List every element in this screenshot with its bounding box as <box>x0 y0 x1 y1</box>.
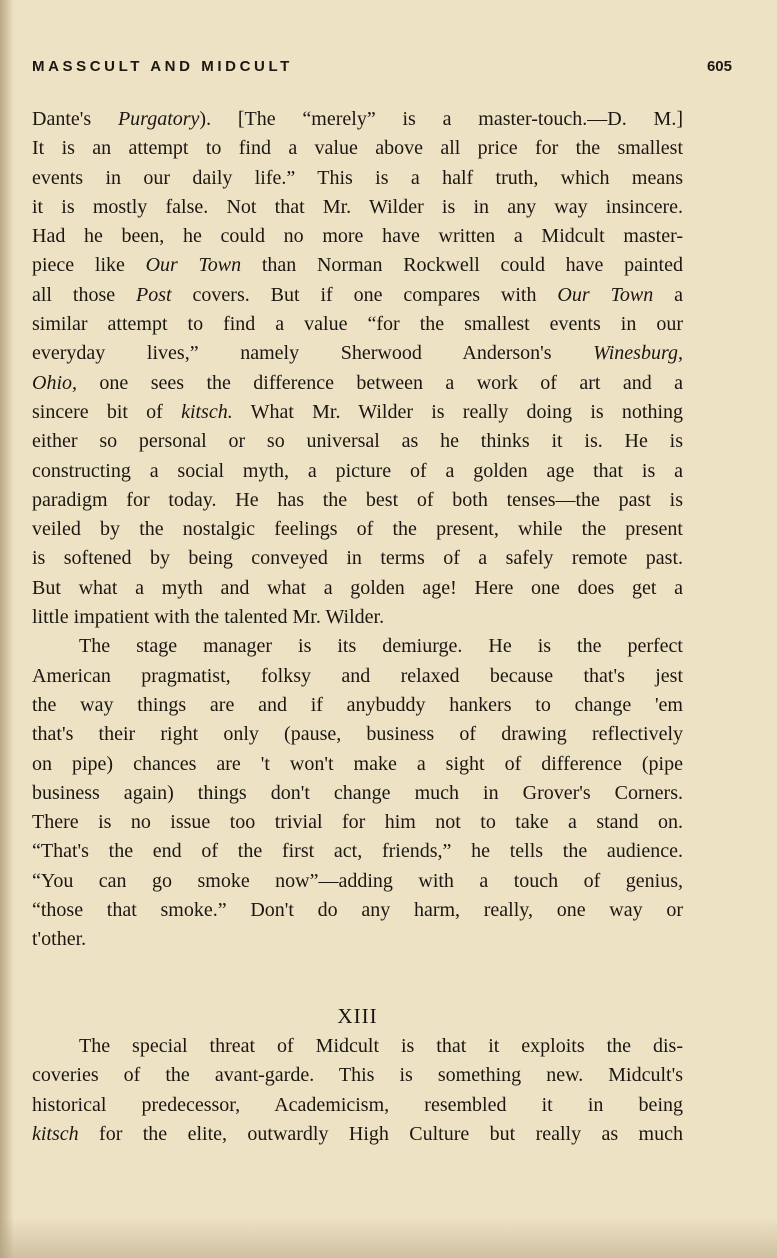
running-head <box>32 58 732 82</box>
italic-title: kitsch. <box>181 400 233 423</box>
text-line <box>32 691 683 720</box>
text-line <box>32 662 683 691</box>
text-line <box>32 808 683 837</box>
text-line <box>32 486 683 515</box>
text-run: is softened by being conveyed in terms of a safely remote past. <box>32 547 683 570</box>
page-bottom-shadow <box>0 1218 777 1258</box>
text-line <box>32 750 683 779</box>
text-line <box>32 632 683 661</box>
text-run: “those that smoke.” Don't do any harm, really, one way or <box>32 899 683 922</box>
text-line <box>32 544 683 573</box>
text-run: But what a myth and what a golden age! Here one does get a <box>32 576 683 599</box>
text-line <box>32 1032 683 1061</box>
text-run: ). [The “merely” is a master-touch.—D. M.] <box>199 108 683 130</box>
text-line <box>32 339 683 368</box>
text-line <box>32 925 683 954</box>
text-run: There is no issue too trivial for him not to take a stand on. <box>32 811 683 834</box>
text-line <box>32 837 683 866</box>
text-run: t'other. <box>32 928 87 951</box>
text-line <box>32 310 683 339</box>
italic-title: Ohio, <box>32 371 77 394</box>
text-line <box>32 779 683 808</box>
text-run: constructing a social myth, a picture of a golden age that is a <box>32 459 683 482</box>
text-run: covers. But if one compares with <box>171 283 558 306</box>
text-line <box>32 574 683 603</box>
text-run: that's their right only (pause, business of drawing reflectively <box>32 723 683 746</box>
text-run: Dante's <box>32 108 118 130</box>
text-run: The stage manager is its demiurge. He is the perfect <box>79 635 683 658</box>
text-line <box>32 398 683 427</box>
text-line <box>32 515 683 544</box>
running-head-title: MASSCULT AND MIDCULT <box>32 58 293 75</box>
text-run: than Norman Rockwell could have painted <box>241 254 683 277</box>
text-line <box>32 896 683 925</box>
text-run: it is mostly false. Not that Mr. Wilder is in any way insincere. <box>32 195 683 218</box>
italic-title: Post <box>136 283 172 306</box>
text-line <box>32 427 683 456</box>
italic-title: kitsch <box>32 1122 79 1145</box>
text-run: a <box>653 283 683 306</box>
text-run: events in our daily life.” This is a half truth, which means <box>32 166 683 189</box>
text-run: sincere bit of <box>32 400 182 423</box>
text-run: coveries of the avant-garde. This is something new. Midcult's <box>32 1064 683 1087</box>
text-run: on pipe) chances are 't won't make a sight of difference (pipe <box>32 752 683 775</box>
text-line <box>32 251 683 280</box>
text-line <box>32 867 683 896</box>
text-line <box>32 222 683 251</box>
text-line <box>32 457 683 486</box>
text-line <box>32 105 683 134</box>
text-run: business again) things don't change much in Grover's Corners. <box>32 781 683 804</box>
text-line <box>32 720 683 749</box>
page-number: 605 <box>706 58 732 75</box>
text-run: What Mr. Wilder is really doing is nothing <box>232 400 683 423</box>
text-run: It is an attempt to find a value above all price for the smallest <box>32 137 683 160</box>
text-run: one sees the difference between a work of art and a <box>77 371 683 394</box>
text-run: paradigm for today. He has the best of both tenses—the past is <box>32 488 683 511</box>
text-run: piece like <box>32 254 146 277</box>
text-run: “You can go smoke now”—adding with a touch of genius, <box>32 869 683 892</box>
text-line <box>32 281 683 310</box>
text-line <box>32 164 683 193</box>
text-run: for the elite, outwardly High Culture but really as much <box>78 1122 683 1145</box>
text-run: either so personal or so universal as he thinks it is. He is <box>32 430 683 453</box>
page-edge-shadow <box>0 0 14 1258</box>
italic-title: Our Town <box>557 283 654 306</box>
text-line <box>32 1120 683 1149</box>
text-run: “That's the end of the first act, friends,” he tells the audience. <box>32 840 683 863</box>
text-line <box>32 1061 683 1090</box>
text-line <box>32 134 683 163</box>
text-run: similar attempt to find a value “for the smallest events in our <box>32 313 683 336</box>
text-run: the way things are and if anybuddy hankers to change 'em <box>32 693 683 716</box>
text-run: historical predecessor, Academicism, resembled it in being <box>32 1093 683 1116</box>
text-run: veiled by the nostalgic feelings of the present, while the present <box>32 518 683 541</box>
body-text-section-xiii <box>32 1032 683 1149</box>
text-line <box>32 369 683 398</box>
italic-title: Purgatory <box>117 108 200 130</box>
text-run: The special threat of Midcult is that it exploits the dis- <box>79 1035 683 1057</box>
text-run: American pragmatist, folksy and relaxed because that's jest <box>32 664 683 687</box>
body-text <box>32 105 683 955</box>
italic-title: Our Town <box>145 254 242 277</box>
text-run: everyday lives,” namely Sherwood Anderson's <box>32 342 594 365</box>
text-run: little impatient with the talented Mr. Wilder. <box>32 606 385 629</box>
italic-title: Winesburg, <box>593 342 683 365</box>
text-line <box>32 193 683 222</box>
section-heading: XIII <box>337 1004 378 1028</box>
text-run: all those <box>32 283 137 306</box>
text-line <box>32 1091 683 1120</box>
text-line <box>32 603 683 632</box>
text-run: Had he been, he could no more have written a Midcult master- <box>32 225 683 248</box>
